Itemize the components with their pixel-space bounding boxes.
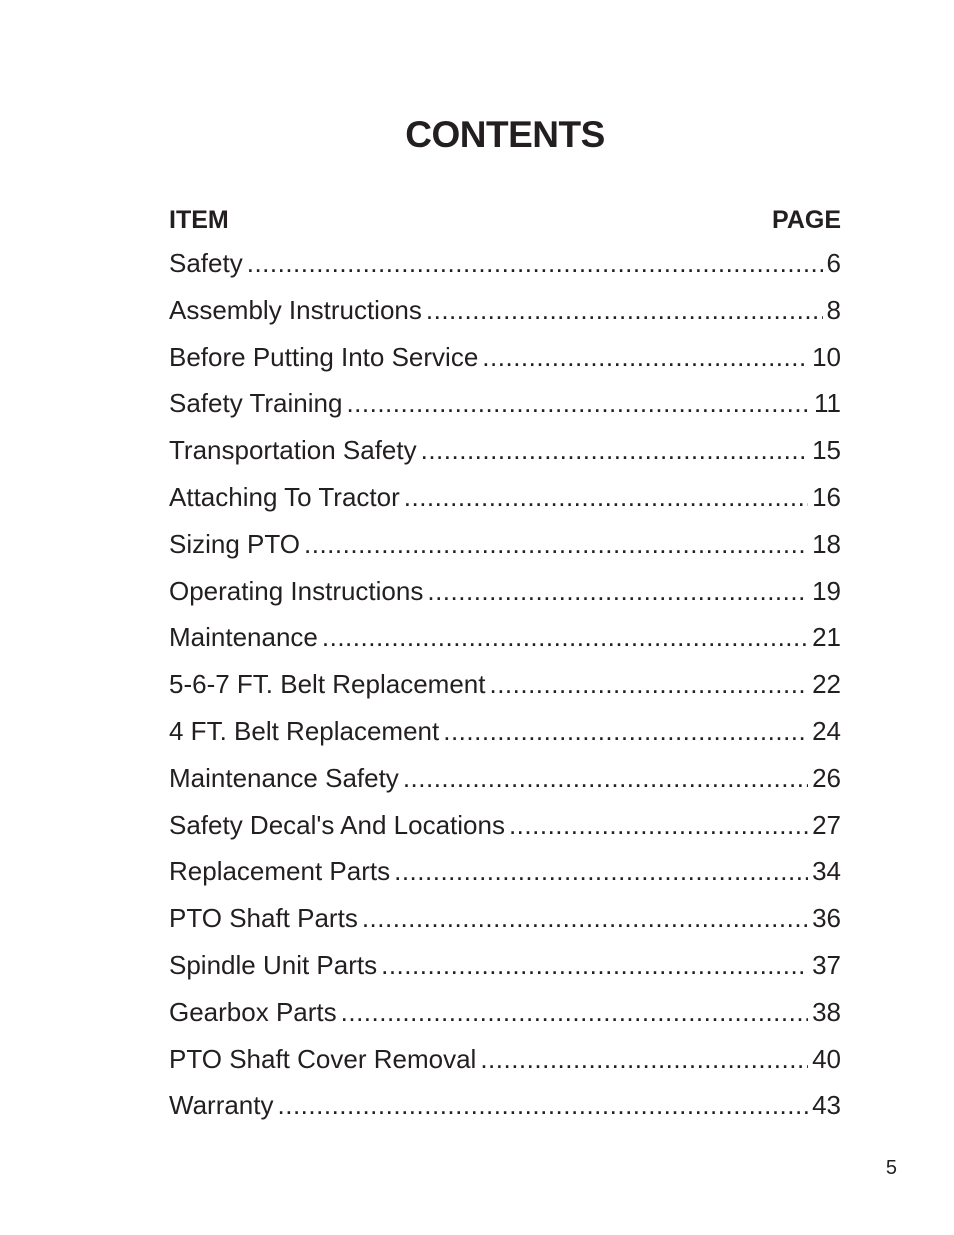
toc-entry-page: 8 — [826, 294, 841, 325]
dot-leader — [426, 287, 823, 334]
toc-entry-label: 5-6-7 FT. Belt Replacement — [169, 669, 486, 700]
toc-entry — [169, 661, 841, 708]
dot-leader — [489, 661, 808, 708]
toc-entry-label: PTO Shaft Parts — [169, 903, 358, 934]
toc-entry-page: 6 — [826, 248, 841, 278]
toc-entry — [169, 427, 841, 474]
page-title: CONTENTS — [405, 114, 605, 155]
toc-entry-label: Transportation Safety — [169, 435, 417, 466]
toc-entry-page: 26 — [812, 762, 841, 793]
toc-entry-page: 27 — [812, 809, 841, 840]
toc-entry — [169, 521, 841, 568]
toc-entry-page: 22 — [812, 669, 841, 700]
toc-entry — [169, 287, 841, 334]
toc-entry-page: 43 — [812, 1090, 841, 1121]
toc-entry-label: Attaching To Tractor — [169, 481, 400, 512]
toc-entry-label: Operating Instructions — [169, 575, 424, 606]
dot-leader — [362, 895, 808, 942]
toc-entry — [169, 1036, 841, 1083]
toc-entry-page: 11 — [814, 388, 841, 419]
toc-entry-label: Warranty — [169, 1090, 274, 1121]
toc-entry — [169, 474, 841, 521]
page-number: 5 — [885, 1157, 897, 1179]
toc-entry-page: 34 — [812, 856, 841, 887]
dot-leader — [427, 568, 808, 615]
toc-entry — [169, 240, 841, 287]
item-column-header: ITEM — [169, 206, 229, 234]
toc-entry-label: PTO Shaft Cover Removal — [169, 1043, 477, 1074]
toc-entry-label: Safety Decal's And Locations — [169, 809, 505, 840]
toc-entry-page: 21 — [812, 622, 841, 653]
toc-entry-label: Safety Training — [169, 388, 343, 419]
toc-entry-page: 38 — [812, 996, 841, 1027]
toc-entry-page: 19 — [812, 575, 841, 606]
dot-leader — [403, 755, 808, 802]
toc-entry-page: 18 — [812, 528, 841, 559]
page-column-header: PAGE — [772, 206, 841, 234]
dot-leader — [304, 521, 808, 568]
toc-entry — [169, 942, 841, 989]
dot-leader — [404, 474, 808, 521]
dot-leader — [278, 1082, 809, 1129]
toc-entry-page: 10 — [812, 341, 841, 372]
dot-leader — [421, 427, 808, 474]
dot-leader — [381, 942, 808, 989]
dot-leader — [443, 708, 808, 755]
toc-entry-label: Before Putting Into Service — [169, 341, 479, 372]
toc-header — [169, 200, 841, 240]
toc-entry-page: 15 — [812, 435, 841, 466]
toc-entry-label: Assembly Instructions — [169, 294, 422, 325]
toc-entry-label: 4 FT. Belt Replacement — [169, 715, 440, 746]
toc-entry-label: Gearbox Parts — [169, 996, 337, 1027]
toc-entry-page: 40 — [812, 1043, 841, 1074]
dot-leader — [341, 989, 808, 1036]
toc-entry-label: Spindle Unit Parts — [169, 949, 378, 980]
toc-entry-label: Safety — [169, 248, 243, 278]
toc-entry — [169, 848, 841, 895]
toc-entry-page: 37 — [812, 949, 841, 980]
toc-entry-label: Maintenance Safety — [169, 762, 399, 793]
toc-entry — [169, 802, 841, 849]
dot-leader — [322, 614, 808, 661]
toc-entry-page: 24 — [812, 715, 841, 746]
toc-entry — [169, 334, 841, 381]
toc-entry-label: Replacement Parts — [169, 856, 391, 887]
dot-leader — [480, 1036, 808, 1083]
dot-leader — [482, 334, 808, 381]
toc-entry — [169, 708, 841, 755]
toc-entry — [169, 568, 841, 615]
toc-entry — [169, 380, 841, 427]
dot-leader — [346, 380, 810, 427]
toc-entry — [169, 895, 841, 942]
toc-entry — [169, 1082, 841, 1129]
dot-leader — [394, 848, 808, 895]
toc-entry-label: Maintenance — [169, 622, 318, 653]
dot-leader — [247, 240, 823, 287]
toc-entry-label: Sizing PTO — [169, 528, 301, 559]
table-of-contents — [169, 200, 841, 1129]
toc-entry — [169, 755, 841, 802]
toc-entry — [169, 989, 841, 1036]
toc-entry-page: 16 — [812, 481, 841, 512]
toc-entry — [169, 614, 841, 661]
toc-entry-page: 36 — [812, 903, 841, 934]
dot-leader — [509, 802, 808, 849]
